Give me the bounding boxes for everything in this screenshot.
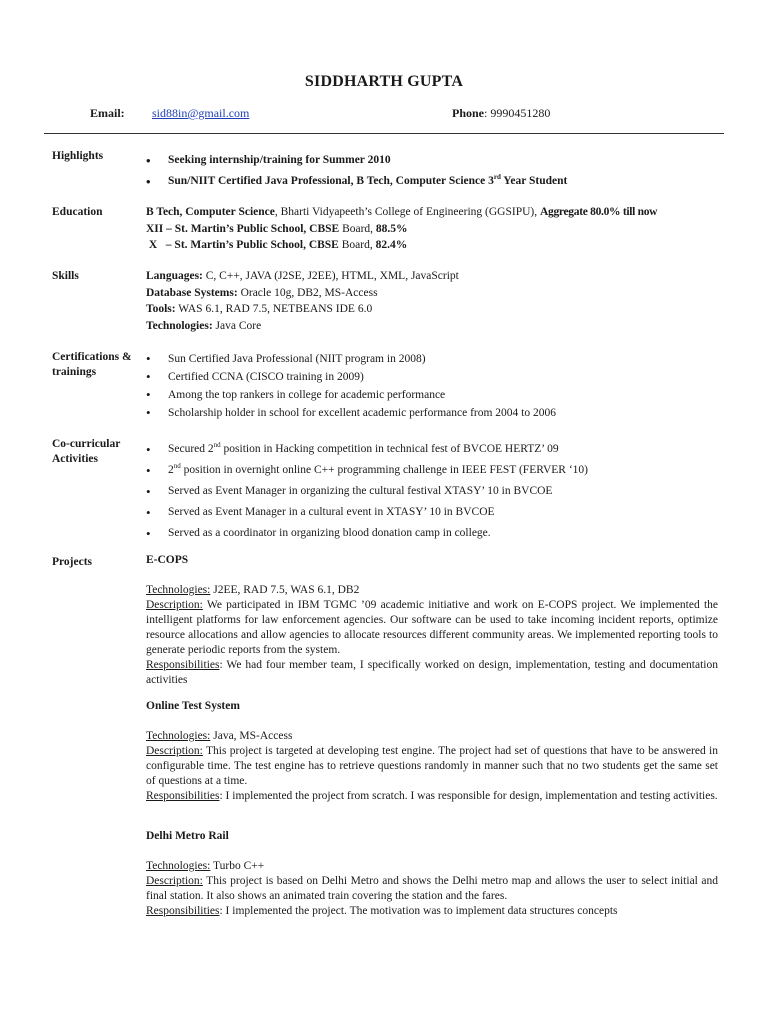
skill-row: Tools: WAS 6.1, RAD 7.5, NETBEANS IDE 6.0 [146,303,373,315]
list-item: • Sun/NIIT Certified Java Professional, B Tech, Computer Science 3rd Year Student [146,171,718,192]
education-row: XII – St. Martin’s Public School, CBSE Board, 88.5% [146,222,408,235]
skill-row: Languages: C, C++, JAVA (J2SE, J2EE), HTML, XML, JavaScript [146,270,459,282]
project-online-test-system [146,699,718,804]
section-label-highlights: Highlights [52,150,104,162]
section-label-certifications: Certifications & trainings [52,351,132,378]
project-responsibilities: Responsibilities: I implemented the project. The motivation was to implement data structures concepts [146,905,618,917]
list-item: • Certified CCNA (CISCO training in 2009) [146,368,718,386]
section-label-cocurricular: Co-curricular Activities [52,438,121,465]
project-delhi-metro-rail [146,829,718,919]
email-link[interactable]: sid88in@gmail.com [152,106,250,120]
list-item: • Scholarship holder in school for excellent academic performance from 2004 to 2006 [146,404,718,422]
education-row: B Tech, Computer Science, Bharti Vidyapeeth’s College of Engineering (GGSIPU), Aggregate 80.0% till now [146,206,658,218]
project-technologies: Technologies: Java, MS-Access [146,730,293,742]
project-description: Description: This project is targeted at developing test engine. The project had set of questions that have to be answered in configurable time. The test engine has to retrieve questions randomly in manner such that no two students get the same set of questions at a time. [146,745,718,787]
list-item: • Served as Event Manager in a cultural event in XTASY’ 10 in BVCOE [146,502,718,523]
skills-content [146,268,718,334]
project-description: Description: We participated in IBM TGMC ’09 academic initiative and work on E-COPS project. We implemented the intelligent platforms for law enforcement agencies. Our software can be used to take incoming incident reports, optimize resource allocations and allow agencies to allocate resources different community areas. We implemented reporting tools to generate periodic reports from the system. [146,599,718,656]
email-label: Email: [90,106,125,120]
project-responsibilities: Responsibilities: We had four member team, I specifically worked on design, implementation, testing and documentation activities [146,659,718,686]
phone-info [452,106,550,121]
project-responsibilities: Responsibilities: I implemented the project from scratch. I was responsible for design, implementation and testing activities. [146,790,718,802]
project-technologies: Technologies: J2EE, RAD 7.5, WAS 6.1, DB2 [146,584,360,596]
phone-value: : 9990451280 [484,106,551,120]
list-item: • Served as a coordinator in organizing blood donation camp in college. [146,523,718,544]
highlights-content [146,150,718,192]
list-item: • Among the top rankers in college for academic performance [146,386,718,404]
list-item: • Seeking internship/training for Summer 2010 [146,150,718,171]
certifications-content [146,350,718,422]
project-technologies: Technologies: Turbo C++ [146,860,265,872]
education-row: X – St. Martin’s Public School, CBSE Board, 82.4% [146,239,408,251]
candidate-name: SIDDHARTH GUPTA [304,73,464,90]
skill-row: Technologies: Java Core [146,319,262,332]
skill-row: Database Systems: Oracle 10g, DB2, MS-Access [146,286,378,299]
project-title: Online Test System [146,700,240,712]
section-label-skills: Skills [52,270,79,282]
header-divider [44,133,724,134]
cocurricular-content [146,439,718,544]
section-label-projects: Projects [52,556,93,568]
section-label-education: Education [52,206,103,218]
project-title: E-COPS [146,554,189,566]
education-content [146,204,718,254]
list-item: • Sun Certified Java Professional (NIIT program in 2008) [146,350,718,368]
phone-label: Phone [452,106,485,120]
project-description: Description: This project is based on Delhi Metro and shows the Delhi metro map and allows the user to select initial and final station. It also shows an animated train covering the station and the fares. [146,875,718,902]
project-title: Delhi Metro Rail [146,830,229,842]
list-item: • 2nd position in overnight online C++ programming challenge in IEEE FEST (FERVER ‘10) [146,460,718,481]
list-item: • Served as Event Manager in organizing the cultural festival XTASY’ 10 in BVCOE [146,481,718,502]
project-ecops [146,553,718,688]
list-item: • Secured 2nd position in Hacking competition in technical fest of BVCOE HERTZ’ 09 [146,439,718,460]
